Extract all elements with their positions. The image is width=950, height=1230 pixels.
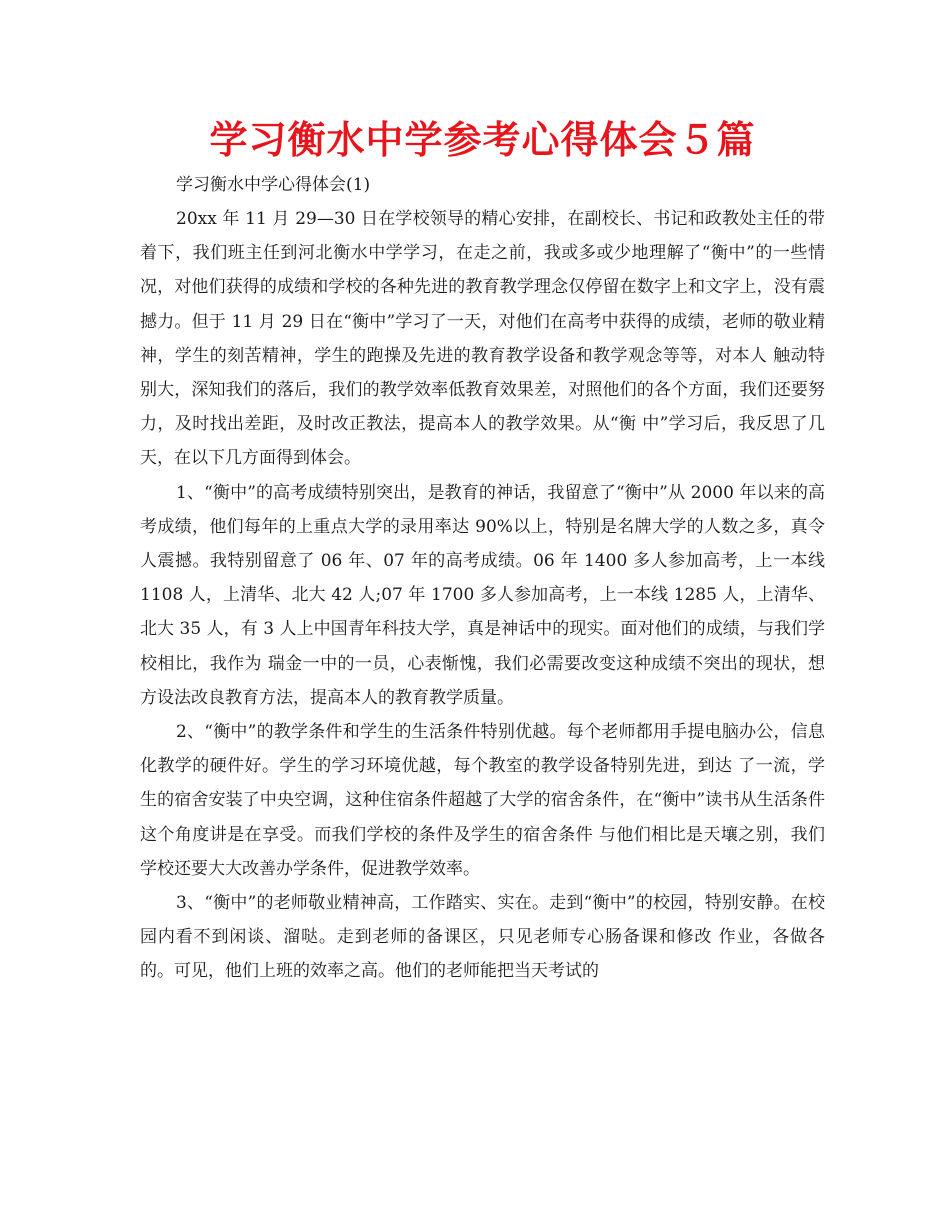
paragraph-intro: 20xx 年 11 月 29—30 日在学校领导的精心安排，在副校长、书记和政教处主任的带着下，我们班主任到河北衡水中学学习，在走之前，我或多或少地理解了“衡中”的一些情况，对他们获得的成绩和学校的各种先进的教育教学理念仅停留在数字上和文字上，没有震撼力。但于 11 月 29 日在“衡中”学习了一天，对他们在高考中获得的成绩，老师的敬业精神，学生的刻苦精神，学生的跑操及先进的教育教学设备和教学观念等等，对本人 触动特别大，深知我们的落后，我们的教学效率低教育效果差，对照他们的各个方面，我们还要努力，及时找出差距，及时改正教法，提高本人的教学效果。从“衡 中”学习后，我反思了几天，在以下几方面得到体会。 (140, 209, 825, 469)
document-page (140, 112, 825, 989)
paragraph-point-2: 2、“衡中”的教学条件和学生的生活条件特别优越。每个老师都用手提电脑办公，信息化教学的硬件好。学生的学习环境优越，每个教室的教学设备特别先进，到达 了一流，学生的宿舍安装了中央空调，这种住宿条件超越了大学的宿舍条件，在“衡中”读书从生活条件这个角度讲是在享受。而我们学校的条件及学生的宿舍条件 与他们相比是天壤之别，我们学校还要大大改善办学条件，促进教学效率。 (140, 722, 825, 879)
paragraph-point-3: 3、“衡中”的老师敬业精神高，工作踏实、实在。走到“衡中”的校园，特别安静。在校园内看不到闲谈、溜哒。走到老师的备课区，只见老师专心肠备课和修改 作业，各做各的。可见，他们上班的效率之高。他们的老师能把当天考试的 (140, 893, 825, 982)
document-title: 学习衡水中学参考心得体会５篇 (209, 118, 756, 162)
document-subtitle: 学习衡水中学心得体会(1) (176, 175, 371, 195)
paragraph-point-1: 1、“衡中”的高考成绩特别突出，是教育的神话，我留意了“衡中”从 2000 年以来的高考成绩，他们每年的上重点大学的录用率达 90%以上，特别是名牌大学的人数之多，真令人震撼。我特别留意了 06 年、07 年的高考成绩。06 年 1400 多人参加高考，上一本线 1108 人，上清华、北大 42 人;07 年 1700 多人参加高考，上一本线 1285 人，上清华、北大 35 人，有 3 人上中国青年科技大学，真是神话中的现实。面对他们的成绩，与我们学校相比，我作为 瑞金一中的一员，心表惭愧，我们必需要改变这种成绩不突出的现状，想方设法改良教育方法，提高本人的教育教学质量。 (140, 482, 825, 708)
